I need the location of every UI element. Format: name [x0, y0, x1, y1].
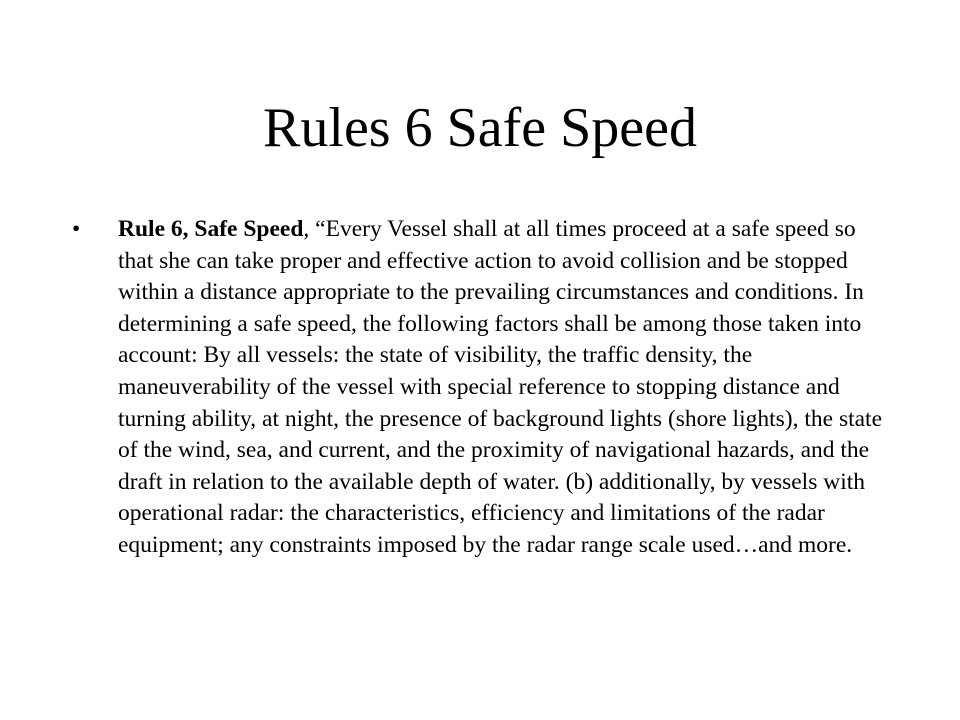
bullet-icon: •: [72, 216, 81, 242]
bullet-item: [72, 214, 892, 562]
bullet-lead-bold: Rule 6, Safe Speed: [118, 216, 304, 242]
bullet-list: [72, 214, 892, 562]
slide-title: Rules 6 Safe Speed: [263, 97, 697, 159]
bullet-body-text: , “Every Vessel shall at all times proceed at a safe speed so that she can take proper and effective action to avoid collision and be stopped within a distance appropriate to the prevailing circumstances and conditions. In determining a safe speed, the following factors shall be among those taken into account: By all vessels: the state of visibility, the traffic density, the maneuverability of the vessel with special reference to stopping distance and turning ability, at night, the presence of background lights (shore lights), the state of the wind, sea, and current, and the proximity of navigational hazards, and the draft in relation to the available depth of water. (b) additionally, by vessels with operational radar: the characteristics, efficiency and limitations of the radar equipment; any constraints imposed by the radar range scale used…and more.: [118, 216, 883, 558]
